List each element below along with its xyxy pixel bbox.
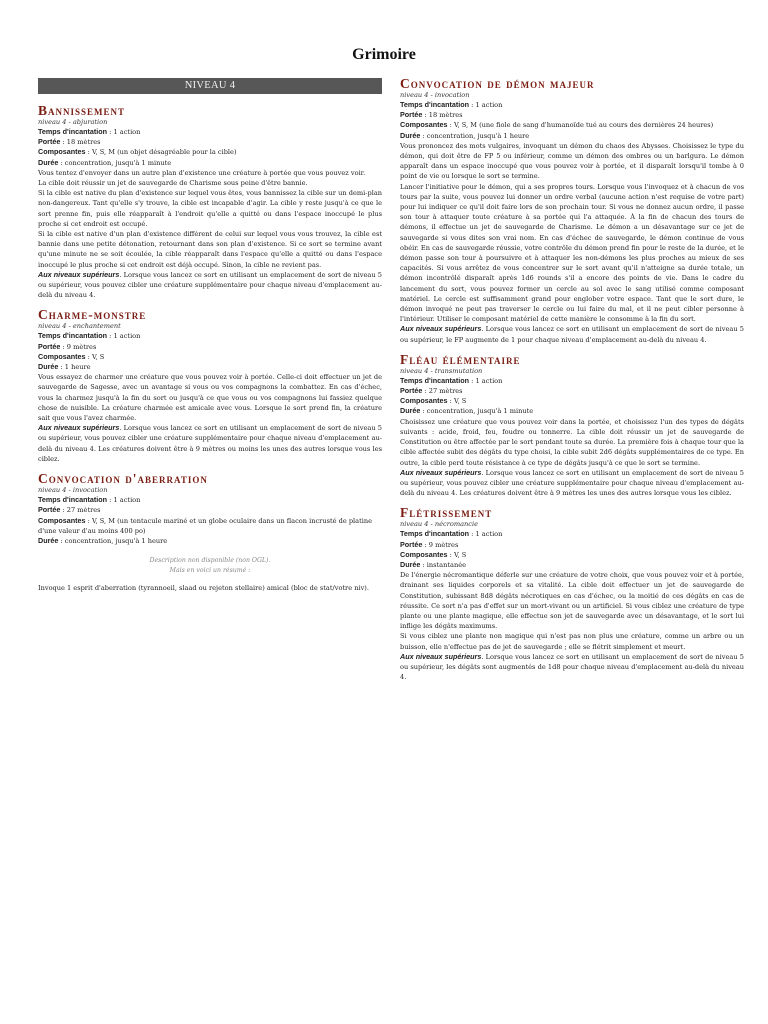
description-paragraph: La cible doit réussir un jet de sauvegarde de Charisme sous peine d'être bannie. <box>38 179 308 188</box>
stat-label: Portée <box>38 505 61 515</box>
stat-label: Composantes <box>38 515 86 525</box>
stat-value: 27 mètres <box>66 506 101 515</box>
stat-components: Composantes : V, S <box>38 351 105 361</box>
stat-value: 1 action <box>475 101 503 109</box>
page-title: Grimoire <box>352 46 416 63</box>
stat-range: Portée : 18 mètres <box>400 110 463 120</box>
level-header: NIVEAU 4 <box>38 78 382 94</box>
stat-label: Durée <box>38 535 59 545</box>
spell-title-text: Bannissement <box>38 103 126 118</box>
description-paragraph: Vous tentez d'envoyer dans un autre plan d'existence une créature à portée que vous pouvez voir. <box>38 168 366 177</box>
stat-label: Temps d'incantation <box>38 331 108 341</box>
higher-levels-text: Lorsque vous lancez ce sort en utilisant un emplacement de sort de niveau 5 ou supérieur, le FP augmente de 1 pour chaque niveau d'emplacement au-delà du niveau 4. <box>400 325 744 344</box>
stat-value: instantanée <box>426 560 466 569</box>
stat-label: Durée <box>400 406 421 416</box>
left-spell-list <box>38 105 382 593</box>
higher-levels-text: Lorsque vous lancez ce sort en utilisant un emplacement de sort de niveau 5 ou supérieur, les dégâts sont augmentés de 1d8 pour chaque niveau d'emplacement au-delà du niveau 4. <box>400 652 744 682</box>
description-paragraph: Lancer l'initiative pour le démon, qui a ses propres tours. Lorsque vous l'invoquez et à chacun de vos tours par la suite, vous pouvez lui donner un ordre verbal (aucune action n'est requise de votre part) pour lui indiquer ce qu'il doit faire lors de son prochain tour. Si vous ne donnez aucun ordre, il passe son tour à attaquer toute créature à sa portée qui l'a attaquée. À la fin de chacun des tours de démons, il effectue un jet de sauvegarde de Charisme. Le démon a un désavantage sur ce jet de sauvegarde si vous dites son vrai nom. En cas d'échec de sauvegarde, le démon continue de vous obéir. En cas de sauvegarde réussie, votre contrôle du démon prend fin pour le reste de la durée, et le démon passe son tour à poursuivre et à attaquer les non-démons les plus proches au mieux de ses capacités. Si vous arrêtez de vous concentrer sur le sort avant qu'il n'atteigne sa durée totale, un démon incontrôlé disparaît après 1d6 rounds s'il a encore des points de vie. Dans le cadre du lancement du sort, vous pouvez former un cercle au sol avec le sang utilisé comme composant matériel. Le cercle est suffisamment grand pour englober votre espace. Tant que le sort dure, le démon invoqué ne peut pas traverser le cercle ou lui faire du mal, et il ne peut cibler personne à l'intérieur. Utiliser le composant matériel de cette manière le consomme à la fin du sort. <box>400 182 744 324</box>
spell-entry <box>400 351 744 498</box>
spell-title-text: Fléau élémentaire <box>400 351 521 367</box>
stat-label: Composantes <box>400 396 448 406</box>
stat-value: 9 mètres <box>66 342 97 351</box>
spell-title <box>400 507 744 520</box>
stat-label: Temps d'incantation <box>400 375 470 385</box>
stat-value: concentration, jusqu'à 1 heure <box>64 536 168 545</box>
right-spell-list <box>400 78 744 682</box>
stat-value: concentration, jusqu'à 1 minute <box>426 407 534 416</box>
stat-value: 18 mètres <box>428 111 463 120</box>
higher-levels-text: Lorsque vous lancez ce sort en utilisant un emplacement de sort de niveau 5 ou supérieur, vous pouvez cibler une créature supplémentaire pour chaque niveau d'emplacement au-delà du niveau 4. Les créatures doivent être à 9 mètres les unes des autres lorsque vous les ciblez. <box>400 468 744 498</box>
stat-label: Portée <box>38 137 61 147</box>
stat-duration: Durée : concentration, jusqu'à 1 minute <box>38 157 172 167</box>
spell-description <box>38 556 382 593</box>
stat-casting-time: Temps d'incantation : 1 action <box>400 529 503 539</box>
stat-label: Portée <box>400 386 423 396</box>
right-column <box>400 78 744 691</box>
spell-title <box>400 351 744 367</box>
stat-value: V, S, M (une fiole de sang d'humanoïde tué au cours des dernières 24 heures) <box>453 121 714 130</box>
description-paragraph: Si la cible est native d'un plan d'existence différent de celui sur lequel vous vous trouvez, la cible est bannie dans une petite détonation, retournant dans son plan d'existence. Si ce sort se termine avant qu'une minute ne se soit écoulée, la cible réapparaît dans l'espace qu'elle a quitté ou dans l'espace inoccupé le plus proche si cet endroit est déjà occupé. Sinon, la cible ne revient pas. <box>38 230 382 269</box>
stat-range: Portée : 9 mètres <box>400 539 459 549</box>
higher-levels-label: Aux niveaux supérieurs <box>400 651 482 661</box>
higher-levels-label: Aux niveaux supérieurs <box>38 269 120 279</box>
stat-components: Composantes : V, S, M (un tentacule mariné et un globe oculaire dans un flacon incrusté de platine d'une valeur d'au moins 400 po) <box>38 515 372 535</box>
spell-school: niveau 4 - invocation <box>400 91 470 99</box>
stat-value: concentration, jusqu'à 1 heure <box>426 131 530 140</box>
stat-value: 1 action <box>113 332 141 341</box>
spell-school: niveau 4 - abjuration <box>38 118 108 126</box>
spell-title <box>38 473 382 486</box>
stat-label: Temps d'incantation <box>400 100 470 109</box>
description-paragraph: Vous essayez de charmer une créature que vous pouvez voir à portée. Celle-ci doit effectuer un jet de sauvegarde de Sagesse, avec un avantage si vous ou vos compagnons la combattez. En cas d'échec, vous la charmez jusqu'à la fin du sort ou jusqu'à ce que vous ou vos compagnons lui fassiez quelque chose de nuisible. La créature charmée est amicale avec vous. Lorsque le sort prend fin, la créature sait que vous l'avez charmée. <box>38 373 382 423</box>
stat-label: Temps d'incantation <box>38 127 108 136</box>
spell-school: niveau 4 - transmutation <box>400 366 483 375</box>
stat-range: Portée : 9 mètres <box>38 341 97 351</box>
spell-title-text: Convocation de démon majeur <box>400 76 595 91</box>
spell-entry <box>400 507 744 682</box>
stat-components: Composantes : V, S <box>400 549 467 559</box>
higher-levels-label: Aux niveaux supérieurs <box>400 467 482 477</box>
higher-levels: Aux niveaux supérieurs. Lorsque vous lancez ce sort en utilisant un emplacement de sort de niveau 5 ou supérieur, vous pouvez cibler une créature supplémentaire pour chaque niveau d'emplacement au-delà du niveau 4. Les créatures doivent être à 9 mètres ou moins les unes des autres lorsque vous les ciblez. <box>38 423 382 463</box>
stat-label: Composantes <box>400 549 448 559</box>
spell-title-text: Charme-monstre <box>38 307 147 323</box>
stat-components: Composantes : V, S <box>400 396 467 406</box>
higher-levels-label: Aux niveaux supérieurs <box>400 324 482 334</box>
description-paragraph: Choisissez une créature que vous pouvez voir dans la portée, et choisissez l'un des types de dégâts suivants : acide, froid, feu, foudre ou tonnerre. La cible doit réussir un jet de sauvegarde de Constitution ou être affectée par le sort pendant toute sa durée. La première fois à chaque tour que la cible affectée subit des dégâts du type choisi, la cible subit 2d6 dégâts supplémentaires de ce type. En outre, la cible perd toute résistance à ce type de dégâts jusqu'à ce que le sort se termine. <box>400 417 744 467</box>
stat-value: concentration, jusqu'à 1 minute <box>64 158 172 167</box>
stat-value: 1 action <box>475 530 503 539</box>
stat-value: 1 action <box>113 128 141 136</box>
note-line: Description non disponible (non OGL). <box>149 557 271 565</box>
stat-label: Durée <box>38 362 59 372</box>
stat-label: Composantes <box>38 351 86 361</box>
unavailable-note <box>38 556 382 575</box>
stat-value: V, S <box>91 352 105 361</box>
spell-description <box>400 417 744 499</box>
stat-label: Composantes <box>38 147 86 157</box>
stat-value: V, S <box>453 550 467 559</box>
stat-value: 1 action <box>475 376 503 385</box>
stat-value: 1 heure <box>64 363 91 372</box>
stat-label: Portée <box>400 110 423 120</box>
stat-value: 1 action <box>113 496 141 505</box>
stat-value: 18 mètres <box>66 138 101 147</box>
spell-entry <box>38 473 382 593</box>
spell-title-text: Convocation d'aberration <box>38 471 208 487</box>
stat-label: Durée <box>400 130 421 140</box>
stat-casting-time: Temps d'incantation : 1 action <box>38 495 141 505</box>
stat-casting-time: Temps d'incantation : 1 action <box>38 331 141 341</box>
spell-entry <box>38 105 382 300</box>
spell-title <box>38 105 382 118</box>
stat-components: Composantes : V, S, M (une fiole de sang d'humanoïde tué au cours des dernières 24 heures) <box>400 120 714 130</box>
stat-range: Portée : 27 mètres <box>38 505 101 515</box>
stat-duration: Durée : concentration, jusqu'à 1 heure <box>400 130 530 140</box>
description-paragraph: Vous prononcez des mots vulgaires, invoquant un démon du chaos des Abysses. Choisissez le type du démon, qui doit être de FP 5 ou inférieur, comme un démon des ombres ou un barlgura. Le démon apparaît dans un espace inoccupé que vous pouvez voir à portée, et il disparaît lorsqu'il tombe à 0 point de vie ou lorsque le sort se termine. <box>400 141 744 181</box>
spell-title <box>400 78 744 91</box>
stat-casting-time: Temps d'incantation : 1 action <box>400 375 503 385</box>
stat-value: 9 mètres <box>428 540 459 549</box>
left-column <box>38 78 382 602</box>
spell-title-text: Flétrissement <box>400 505 493 521</box>
stat-value: V, S, M (un objet désagréable pour la cible) <box>91 148 237 157</box>
spell-entry <box>400 78 744 345</box>
spell-school: niveau 4 - enchantement <box>38 322 121 331</box>
higher-levels: Aux niveaux supérieurs. Lorsque vous lancez ce sort en utilisant un emplacement de sort de niveau 5 ou supérieur, les dégâts sont augmentés de 1d8 pour chaque niveau d'emplacement au-delà du niveau 4. <box>400 651 744 682</box>
stat-label: Durée <box>38 157 59 167</box>
higher-levels-text: Lorsque vous lancez ce sort en utilisant un emplacement de sort de niveau 5 ou supérieur, vous pouvez cibler une créature supplémentaire pour chaque niveau d'emplacement au-delà du niveau 4. Les créatures doivent être à 9 mètres ou moins les unes des autres lorsque vous les ciblez. <box>38 424 382 463</box>
stat-duration: Durée : concentration, jusqu'à 1 heure <box>38 535 168 545</box>
higher-levels-label: Aux niveaux supérieurs <box>38 423 120 433</box>
stat-casting-time: Temps d'incantation : 1 action <box>400 100 503 109</box>
description-paragraph: Si la cible est native du plan d'existence sur lequel vous êtes, vous bannissez la cible sur un demi-plan non-dangereux. Tant qu'elle s'y trouve, la cible est incapable d'agir. La cible y reste jusqu'à ce que le sort prenne fin, puis elle réapparaît à l'endroit qu'elle a quitté ou dans l'espace inoccupé le plus proche si cet endroit est occupé. <box>38 189 382 228</box>
stat-label: Temps d'incantation <box>38 495 108 505</box>
stat-casting-time: Temps d'incantation : 1 action <box>38 127 141 136</box>
stat-label: Portée <box>38 341 61 351</box>
spell-school: niveau 4 - nécromancie <box>400 520 478 529</box>
stat-duration: Durée : 1 heure <box>38 362 91 372</box>
stat-label: Temps d'incantation <box>400 529 470 539</box>
stat-label: Composantes <box>400 120 448 130</box>
stat-duration: Durée : instantanée <box>400 559 466 569</box>
spell-description <box>400 141 744 345</box>
stat-value: 27 mètres <box>428 387 463 396</box>
spell-description <box>38 168 382 301</box>
spell-school: niveau 4 - invocation <box>38 486 108 495</box>
higher-levels: Aux niveaux supérieurs. Lorsque vous lancez ce sort en utilisant un emplacement de sort de niveau 5 ou supérieur, vous pouvez cibler une créature supplémentaire pour chaque niveau d'emplacement au-delà du niveau 4. <box>38 269 382 300</box>
spell-entry <box>38 309 382 464</box>
description-paragraph: De l'énergie nécromantique déferle sur une créature de votre choix, que vous pouvez voir et à portée, drainant ses liquides corporels et sa vitalité. La cible doit effectuer un jet de sauvegarde de Constitution, subissant 8d8 dégâts nécrotiques en cas d'échec, ou la moitié de ces dégâts en cas de réussite. Ce sort n'a pas d'effet sur un mort-vivant ou un artificiel. Si vous ciblez une créature de type plante ou une plante magique, elle effectue son jet de sauvegarde avec un désavantage, et le sort lui inflige les dégâts maximums. <box>400 571 744 631</box>
higher-levels-text: Lorsque vous lancez ce sort en utilisant un emplacement de sort de niveau 5 ou supérieur, vous pouvez cibler une créature supplémentaire pour chaque niveau d'emplacement au-delà du niveau 4. <box>38 270 382 300</box>
spell-description <box>400 570 744 682</box>
stat-range: Portée : 18 mètres <box>38 137 101 147</box>
note-line: Mais en voici un résumé : <box>169 566 251 574</box>
stat-components: Composantes : V, S, M (un objet désagréable pour la cible) <box>38 147 237 157</box>
stat-duration: Durée : concentration, jusqu'à 1 minute <box>400 406 534 416</box>
spell-title <box>38 309 382 322</box>
description-paragraph: Si vous ciblez une plante non magique qui n'est pas non plus une créature, comme un arbre ou un buisson, elle n'effectue pas de jet de sauvegarde ; elle se flétrit simplement et meurt. <box>400 632 744 651</box>
stat-label: Durée <box>400 559 421 569</box>
stat-value: V, S, M (un tentacule mariné et un globe oculaire dans un flacon incrusté de platine d'une valeur d'au moins 400 po) <box>38 516 372 535</box>
spell-description <box>38 372 382 464</box>
higher-levels: Aux niveaux supérieurs. Lorsque vous lancez ce sort en utilisant un emplacement de sort de niveau 5 ou supérieur, le FP augmente de 1 pour chaque niveau d'emplacement au-delà du niveau 4. <box>400 324 744 344</box>
higher-levels: Aux niveaux supérieurs. Lorsque vous lancez ce sort en utilisant un emplacement de sort de niveau 5 ou supérieur, vous pouvez cibler une créature supplémentaire pour chaque niveau d'emplacement au-delà du niveau 4. Les créatures doivent être à 9 mètres les unes des autres lorsque vous les ciblez. <box>400 467 744 498</box>
stat-range: Portée : 27 mètres <box>400 386 463 396</box>
stat-label: Portée <box>400 539 423 549</box>
description-paragraph: Invoque 1 esprit d'aberration (tyrannoeil, slaad ou rejeton stellaire) amical (bloc de stat/votre niv). <box>38 584 369 593</box>
stat-value: V, S <box>453 397 467 406</box>
